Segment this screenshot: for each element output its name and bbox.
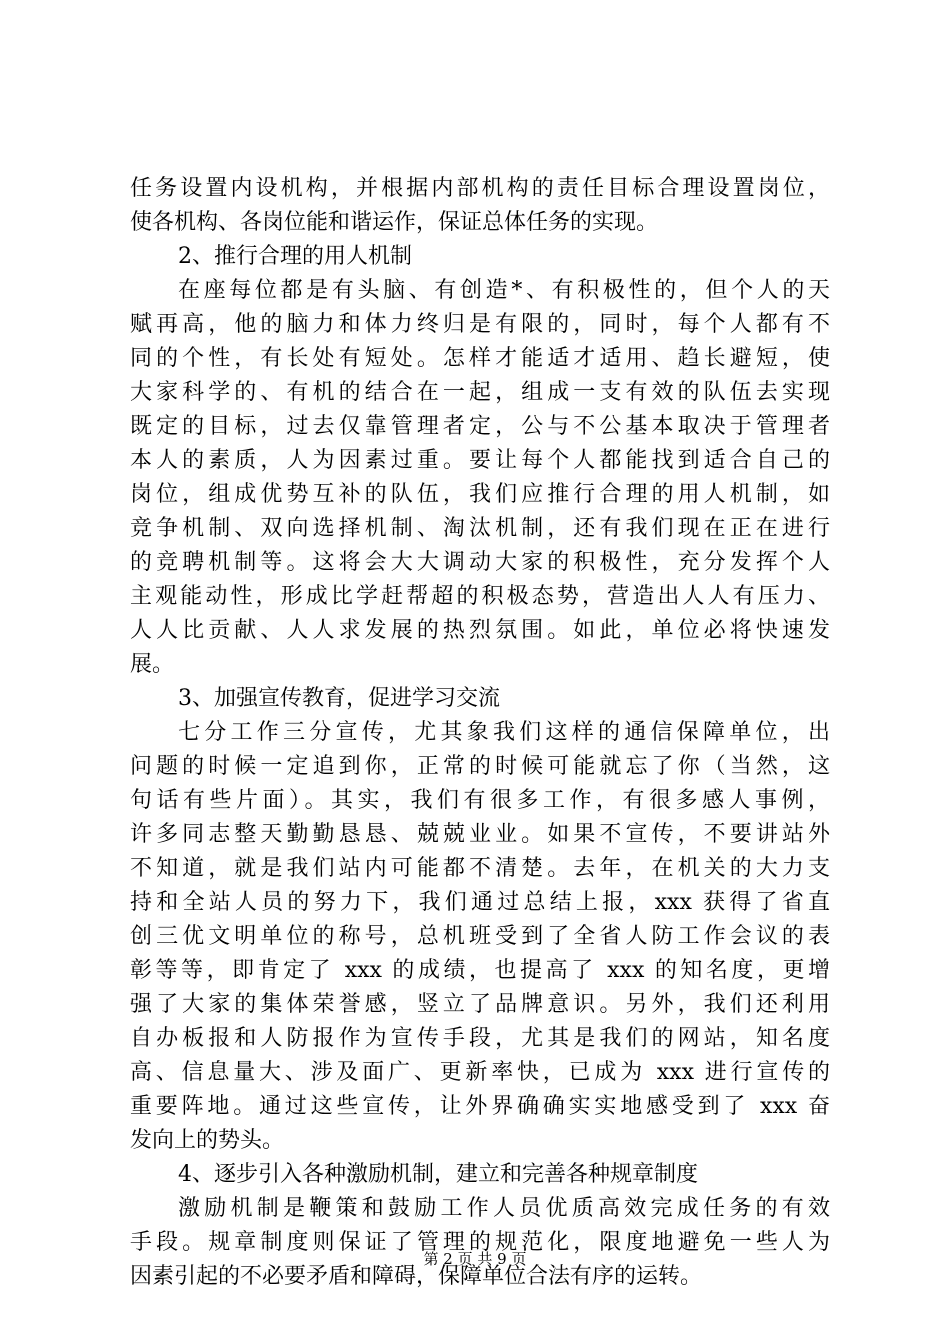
text-line: 不知道，就是我们站内可能都不清楚。去年，在机关的大力支: [130, 856, 830, 881]
text-line: 主观能动性，形成比学赶帮超的积极态势，营造出人人有压力、: [130, 584, 830, 609]
text-line: 在座每位都是有头脑、有创造*、有积极性的，但个人的天: [178, 278, 830, 303]
text-line: 发向上的势头。: [130, 1128, 285, 1153]
text-line: 自办板报和人防报作为宣传手段，尤其是我们的网站，知名度: [130, 1026, 830, 1051]
text-line: 手段。规章制度则保证了管理的规范化，限度地避免一些人为: [130, 1230, 830, 1255]
text-line: 同的个性，有长处有短处。怎样才能适才适用、趋长避短，使: [130, 346, 830, 371]
text-line: 问题的时候一定追到你，正常的时候可能就忘了你（当然，这: [130, 754, 830, 779]
text-line: 岗位，组成优势互补的队伍，我们应推行合理的用人机制，如: [130, 482, 830, 507]
body-text: [130, 172, 830, 1294]
text-line: 许多同志整天勤勤恳恳、兢兢业业。如果不宣传，不要讲站外: [130, 822, 830, 847]
text-line: 创三优文明单位的称号，总机班受到了全省人防工作会议的表: [130, 924, 830, 949]
text-line: 展。: [130, 652, 175, 677]
text-line: 句话有些片面）。其实，我们有很多工作，有很多感人事例，: [130, 788, 830, 813]
section-heading: 3、加强宣传教育，促进学习交流: [178, 686, 500, 711]
text-line: 激励机制是鞭策和鼓励工作人员优质高效完成任务的有效: [178, 1196, 830, 1221]
text-line: 赋再高，他的脑力和体力终归是有限的，同时，每个人都有不: [130, 312, 830, 337]
text-line: 任务设置内设机构，并根据内部机构的责任目标合理设置岗位，: [130, 176, 830, 201]
page-footer: 第 2 页 共 9 页: [423, 1250, 527, 1268]
text-line: 人人比贡献、人人求发展的热烈氛围。如此，单位必将快速发: [130, 618, 830, 643]
text-line: 竞争机制、双向选择机制、淘汰机制，还有我们现在正在进行: [130, 516, 830, 541]
text-line: 因素引起的不必要矛盾和障碍，保障单位合法有序的运转。: [130, 1264, 703, 1289]
section-heading: 4、逐步引入各种激励机制，建立和完善各种规章制度: [178, 1162, 698, 1187]
text-line: 高、信息量大、涉及面广、更新率快，已成为 xxx 进行宣传的: [130, 1060, 830, 1085]
text-line: 的竞聘机制等。这将会大大调动大家的积极性，充分发挥个人: [130, 550, 830, 575]
text-line: 既定的目标，过去仅靠管理者定，公与不公基本取决于管理者: [130, 414, 830, 439]
section-heading: 2、推行合理的用人机制: [178, 244, 412, 269]
text-line: 强了大家的集体荣誉感，竖立了品牌意识。另外，我们还利用: [130, 992, 830, 1017]
text-line: 本人的素质，人为因素过重。要让每个人都能找到适合自己的: [130, 448, 830, 473]
text-line: 使各机构、各岗位能和谐运作，保证总体任务的实现。: [130, 210, 659, 235]
text-line: 重要阵地。通过这些宣传，让外界确确实实地感受到了 xxx 奋: [130, 1094, 830, 1119]
text-line: 大家科学的、有机的结合在一起，组成一支有效的队伍去实现: [130, 380, 830, 405]
text-line: 七分工作三分宣传，尤其象我们这样的通信保障单位，出: [178, 720, 830, 745]
text-line: 持和全站人员的努力下，我们通过总结上报，xxx 获得了省直: [130, 890, 830, 915]
text-line: 彰等等，即肯定了 xxx 的成绩，也提高了 xxx 的知名度，更增: [130, 958, 830, 983]
